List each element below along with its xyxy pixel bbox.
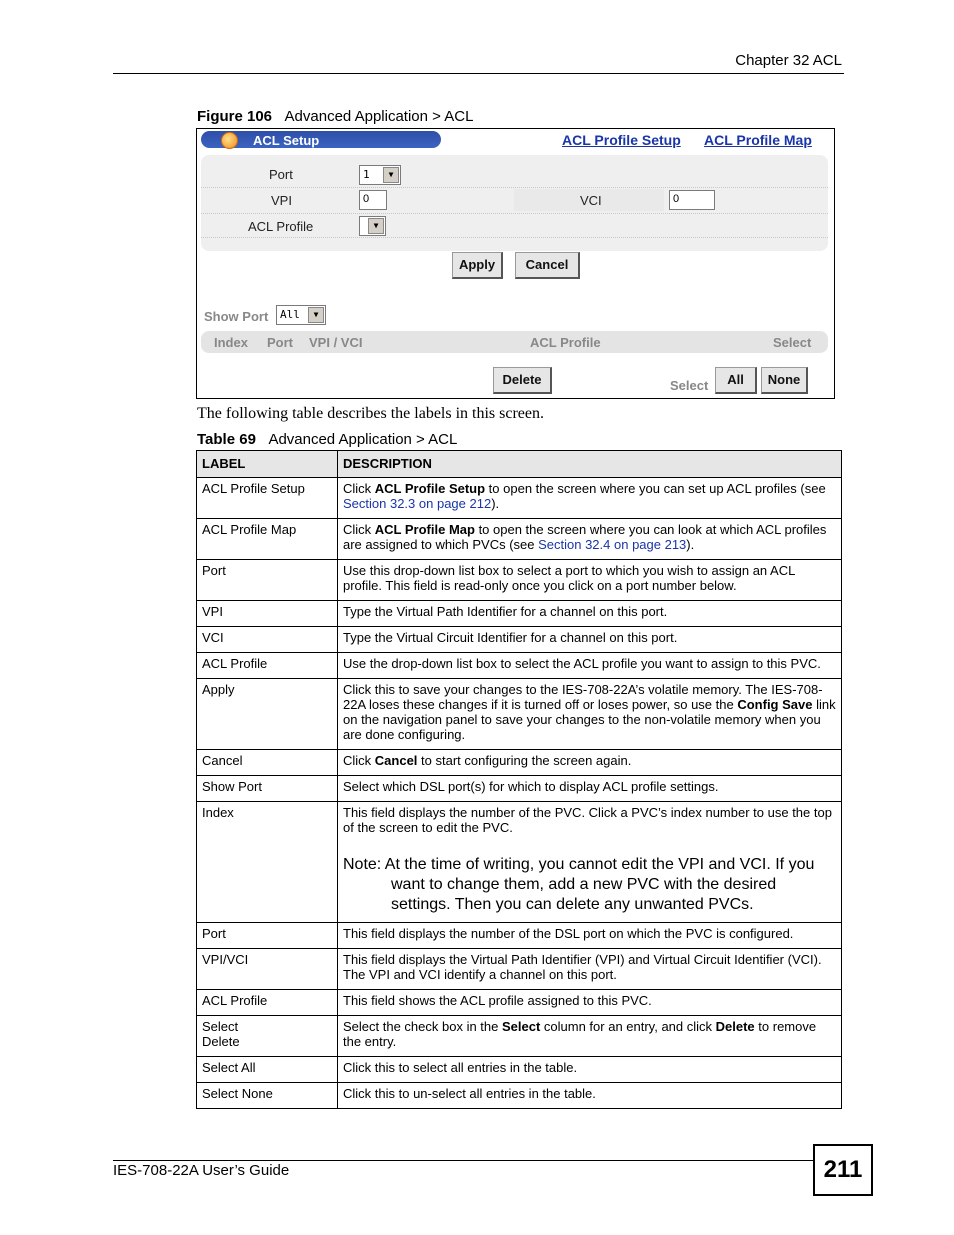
vpi-label: VPI — [271, 193, 292, 208]
column-select: Select — [773, 335, 812, 350]
table-number: Table 69 — [197, 431, 256, 448]
table-title: Advanced Application > ACL — [268, 431, 458, 448]
section-link[interactable]: Section 32.3 on page 212 — [343, 496, 492, 511]
pvc-list-header — [201, 331, 828, 353]
table-header-row — [197, 451, 842, 478]
row-label: Select None — [197, 1083, 338, 1109]
intro-paragraph: The following table describes the labels in this screen. — [197, 405, 545, 422]
row-description: Select which DSL port(s) for which to display ACL profile settings. — [338, 776, 842, 802]
row-label: Select Delete — [197, 1016, 338, 1057]
row-description: This field displays the number of the DSL port on which the PVC is configured. — [338, 923, 842, 949]
port-label: Port — [269, 167, 293, 182]
row-description: Click this to select all entries in the table. — [338, 1057, 842, 1083]
table-row — [197, 802, 842, 923]
row-label: Index — [197, 802, 338, 923]
dropdown-arrow-icon: ▼ — [308, 307, 324, 323]
column-port: Port — [267, 335, 293, 350]
show-port-label: Show Port — [204, 309, 269, 324]
vci-input-value: 0 — [673, 193, 680, 205]
table-row — [197, 478, 842, 519]
row-divider — [201, 237, 828, 238]
section-link[interactable]: Section 32.4 on page 213 — [538, 537, 687, 552]
guide-title: IES-708-22A User’s Guide — [113, 1162, 290, 1179]
page-number: 211 — [813, 1144, 873, 1196]
figure-caption — [197, 108, 473, 125]
row-label: Port — [197, 560, 338, 601]
select-label: Select — [670, 378, 709, 393]
table-row — [197, 627, 842, 653]
vci-label: VCI — [580, 193, 602, 208]
row-label: Show Port — [197, 776, 338, 802]
table-row — [197, 1083, 842, 1109]
title-bar — [201, 131, 441, 148]
select-none-button[interactable]: None — [761, 367, 808, 394]
orange-ball-icon — [221, 132, 238, 149]
table-row — [197, 750, 842, 776]
table-row — [197, 601, 842, 627]
vci-input[interactable] — [669, 190, 715, 210]
row-label: ACL Profile — [197, 990, 338, 1016]
dropdown-arrow-icon: ▼ — [383, 167, 399, 183]
row-description: Click Cancel to start configuring the screen again. — [338, 750, 842, 776]
row-divider — [201, 187, 828, 188]
row-description: This field shows the ACL profile assigned to this PVC. — [338, 990, 842, 1016]
row-label: Apply — [197, 679, 338, 750]
row-divider — [201, 213, 828, 214]
acl-profile-select[interactable] — [359, 216, 386, 236]
row-label: Cancel — [197, 750, 338, 776]
row-label: ACL Profile Setup — [197, 478, 338, 519]
table-row — [197, 1057, 842, 1083]
table-row — [197, 679, 842, 750]
table-row — [197, 519, 842, 560]
figure-title: Advanced Application > ACL — [284, 108, 474, 125]
row-description: Click ACL Profile Setup to open the screen where you can set up ACL profiles (see Section 32.3 on page 212). — [338, 478, 842, 519]
row-description: Type the Virtual Path Identifier for a channel on this port. — [338, 601, 842, 627]
screen-title: ACL Setup — [253, 133, 320, 148]
table-row — [197, 990, 842, 1016]
label-description-table — [196, 450, 842, 1109]
column-vpi-vci: VPI / VCI — [309, 335, 363, 350]
row-label: ACL Profile — [197, 653, 338, 679]
port-select-value: 1 — [363, 168, 370, 181]
row-label: VPI — [197, 601, 338, 627]
header-rule — [113, 73, 844, 74]
row-description: Click this to un-select all entries in the table. — [338, 1083, 842, 1109]
chapter-header: Chapter 32 ACL — [735, 52, 842, 69]
column-index: Index — [214, 335, 248, 350]
dropdown-arrow-icon: ▼ — [368, 218, 384, 234]
delete-button[interactable]: Delete — [493, 367, 552, 394]
vpi-input-value: 0 — [363, 193, 370, 205]
row-description: This field displays the number of the PVC. Click a PVC’s index number to use the top of the screen to edit the PVC. Note: At the time of writing, you cannot edit the VPI and VCI. If you want to change them, add a new PVC with the desired settings. Then you can delete any unwanted PVCs. — [338, 802, 842, 923]
row-description: Use the drop-down list box to select the ACL profile you want to assign to this PVC. — [338, 653, 842, 679]
row-description: Click this to save your changes to the IES-708-22A’s volatile memory. The IES-708-22A loses these changes if it is turned off or loses power, so use the Config Save link on the navigation panel to save your changes to the non-volatile memory when you are done configuring. — [338, 679, 842, 750]
row-label: VPI/VCI — [197, 949, 338, 990]
description-column-header: DESCRIPTION — [338, 451, 842, 478]
row-description: Type the Virtual Circuit Identifier for a channel on this port. — [338, 627, 842, 653]
table-caption — [197, 431, 457, 448]
vpi-input[interactable] — [359, 190, 387, 210]
note-text: Note: At the time of writing, you cannot edit the VPI and VCI. If you want to change them, add a new PVC with the desired settings. Then you can delete any unwanted PVCs. — [343, 856, 815, 913]
acl-setup-screenshot — [196, 128, 835, 399]
show-port-select[interactable] — [276, 305, 326, 325]
apply-button[interactable]: Apply — [452, 252, 503, 279]
row-description: Click ACL Profile Map to open the screen where you can look at which ACL profiles are assigned to which PVCs (see Section 32.4 on page 213). — [338, 519, 842, 560]
row-description: This field displays the Virtual Path Identifier (VPI) and Virtual Circuit Identifier (VCI). The VPI and VCI identify a channel on this port. — [338, 949, 842, 990]
row-label: Port — [197, 923, 338, 949]
label-column-header: LABEL — [197, 451, 338, 478]
table-row — [197, 923, 842, 949]
table-row — [197, 560, 842, 601]
show-port-select-value: All — [280, 308, 300, 321]
acl-profile-setup-link[interactable]: ACL Profile Setup — [562, 132, 681, 148]
figure-number: Figure 106 — [197, 108, 273, 125]
acl-profile-map-link[interactable]: ACL Profile Map — [704, 132, 812, 148]
cancel-button[interactable]: Cancel — [515, 252, 580, 279]
footer-rule — [113, 1160, 813, 1161]
row-label: Select All — [197, 1057, 338, 1083]
port-select[interactable] — [359, 165, 401, 185]
table-row — [197, 653, 842, 679]
table-row — [197, 949, 842, 990]
row-label: ACL Profile Map — [197, 519, 338, 560]
row-label: VCI — [197, 627, 338, 653]
row-description: Use this drop-down list box to select a port to which you wish to assign an ACL profile. This field is read-only once you click on a port number below. — [338, 560, 842, 601]
row-description: Select the check box in the Select column for an entry, and click Delete to remove the entry. — [338, 1016, 842, 1057]
table-row — [197, 1016, 842, 1057]
column-acl-profile: ACL Profile — [530, 335, 601, 350]
select-all-button[interactable]: All — [715, 367, 757, 394]
acl-profile-label: ACL Profile — [248, 219, 314, 234]
table-row — [197, 776, 842, 802]
